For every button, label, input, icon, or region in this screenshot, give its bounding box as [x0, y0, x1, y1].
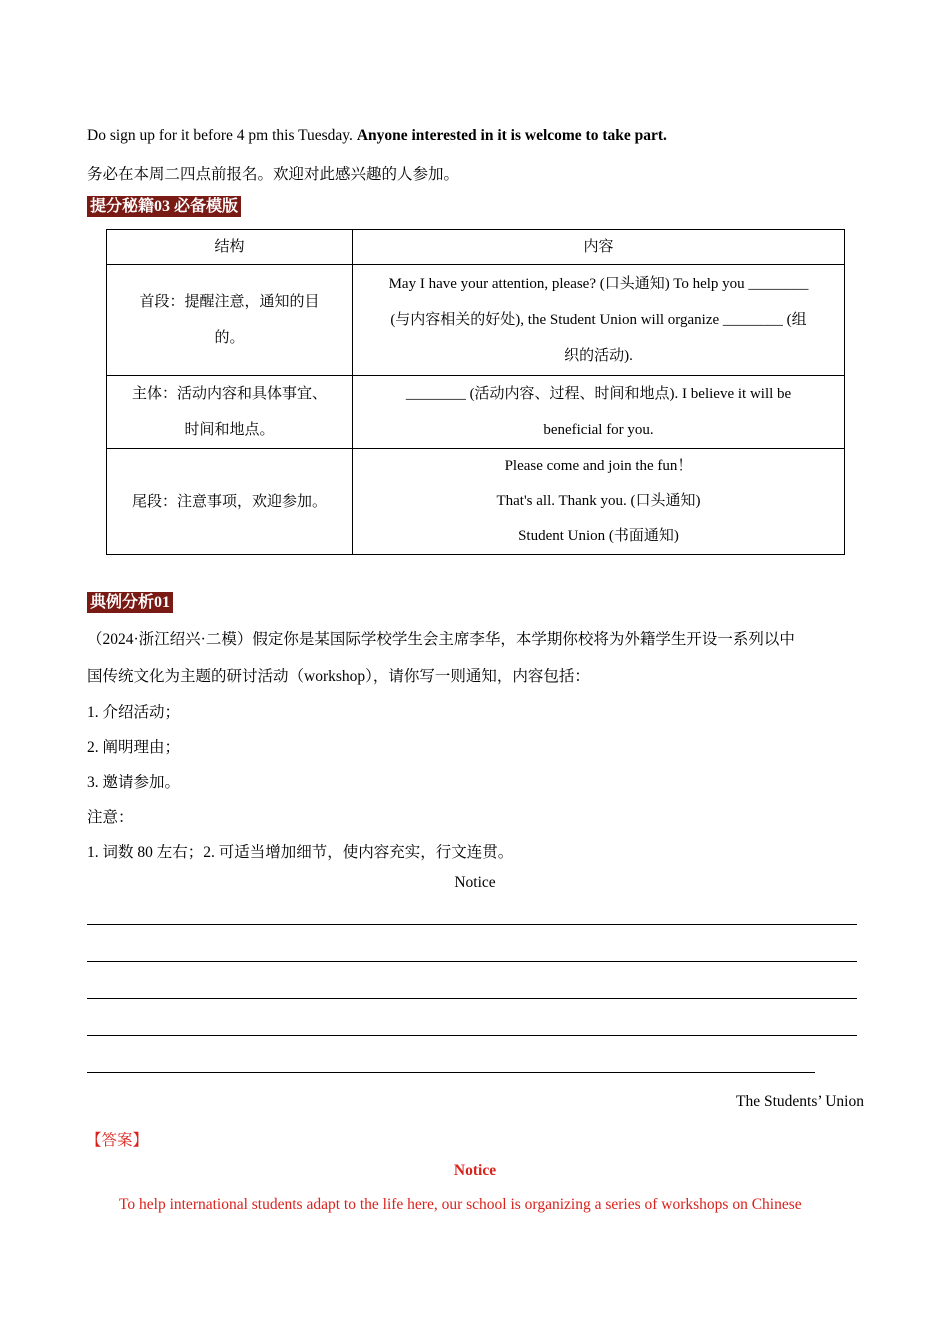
- intro-line-1: [87, 127, 667, 145]
- list-item: 3. 邀请参加。: [87, 774, 181, 791]
- cell-line: May I have your attention, please? (口头通知) To help you ________: [388, 276, 809, 292]
- cell-line: 首段：提醒注意，通知的目: [139, 294, 320, 310]
- row1-structure: [107, 265, 353, 376]
- row3-structure: [107, 449, 353, 555]
- table-header-row: [107, 230, 845, 265]
- prompt-line-1: （2024·浙江绍兴·二模）假定你是某国际学校学生会主席李华，本学期你校将为外籍学生开设一系列以中: [87, 631, 795, 648]
- cell-line: 尾段：注意事项，欢迎参加。: [131, 493, 327, 510]
- cell-line: 时间和地点。: [184, 422, 275, 438]
- cell-line: beneficial for you.: [543, 422, 654, 438]
- row1-content: [353, 265, 845, 376]
- header-content: 内容: [353, 230, 845, 265]
- list-item: 2. 阐明理由；: [87, 739, 181, 756]
- signature: The Students’ Union: [735, 1093, 864, 1110]
- cell-line: Student Union (书面通知): [518, 528, 679, 544]
- intro-bold-text: Anyone interested in it is welcome to take part.: [356, 127, 667, 144]
- cell-line: 织的活动).: [564, 348, 633, 364]
- intro-plain-text: Do sign up for it before 4 pm this Tuesday.: [87, 127, 357, 144]
- cell-line: 的。: [214, 330, 245, 346]
- writing-line: [87, 961, 857, 962]
- notes-text: 1. 词数 80 左右；2. 可适当增加细节，使内容充实，行文连贯。: [87, 844, 514, 861]
- table-row: [107, 265, 845, 376]
- writing-line: [87, 998, 857, 999]
- writing-line: [87, 1035, 857, 1036]
- row2-content: [353, 376, 845, 449]
- row2-structure: [107, 376, 353, 449]
- section-badge: 提分秘籍03 必备模版: [87, 196, 241, 217]
- row3-content: [353, 449, 845, 555]
- table-row: [107, 376, 845, 449]
- cell-line: 主体：活动内容和具体事宜、: [131, 386, 327, 402]
- table-row: [107, 449, 845, 555]
- answer-title: Notice: [453, 1162, 497, 1179]
- example-section-heading: [87, 592, 173, 613]
- cell-line: ________ (活动内容、过程、时间和地点). I believe it will be: [405, 386, 792, 402]
- template-table: [106, 229, 845, 555]
- cell-line: That's all. Thank you. (口头通知): [496, 493, 701, 509]
- answer-first-line: To help international students adapt to the life here, our school is organizing a series of workshops on Chinese: [119, 1196, 802, 1213]
- cell-line: Please come and join the fun！: [504, 458, 693, 474]
- template-section-heading: [87, 196, 241, 217]
- intro-line-2: 务必在本周二四点前报名。欢迎对此感兴趣的人参加。: [87, 166, 460, 183]
- notes-label: 注意：: [87, 809, 134, 826]
- answer-label: 【答案】: [86, 1132, 149, 1149]
- notice-title: Notice: [454, 874, 496, 891]
- header-structure: 结构: [107, 230, 353, 265]
- prompt-line-2: 国传统文化为主题的研讨活动（workshop），请你写一则通知，内容包括：: [87, 668, 590, 685]
- writing-line: [87, 1072, 815, 1073]
- cell-line: (与内容相关的好处), the Student Union will organize ________ (组: [390, 312, 807, 328]
- section-badge: 典例分析01: [87, 592, 173, 613]
- list-item: 1. 介绍活动；: [87, 704, 181, 721]
- writing-line: [87, 924, 857, 925]
